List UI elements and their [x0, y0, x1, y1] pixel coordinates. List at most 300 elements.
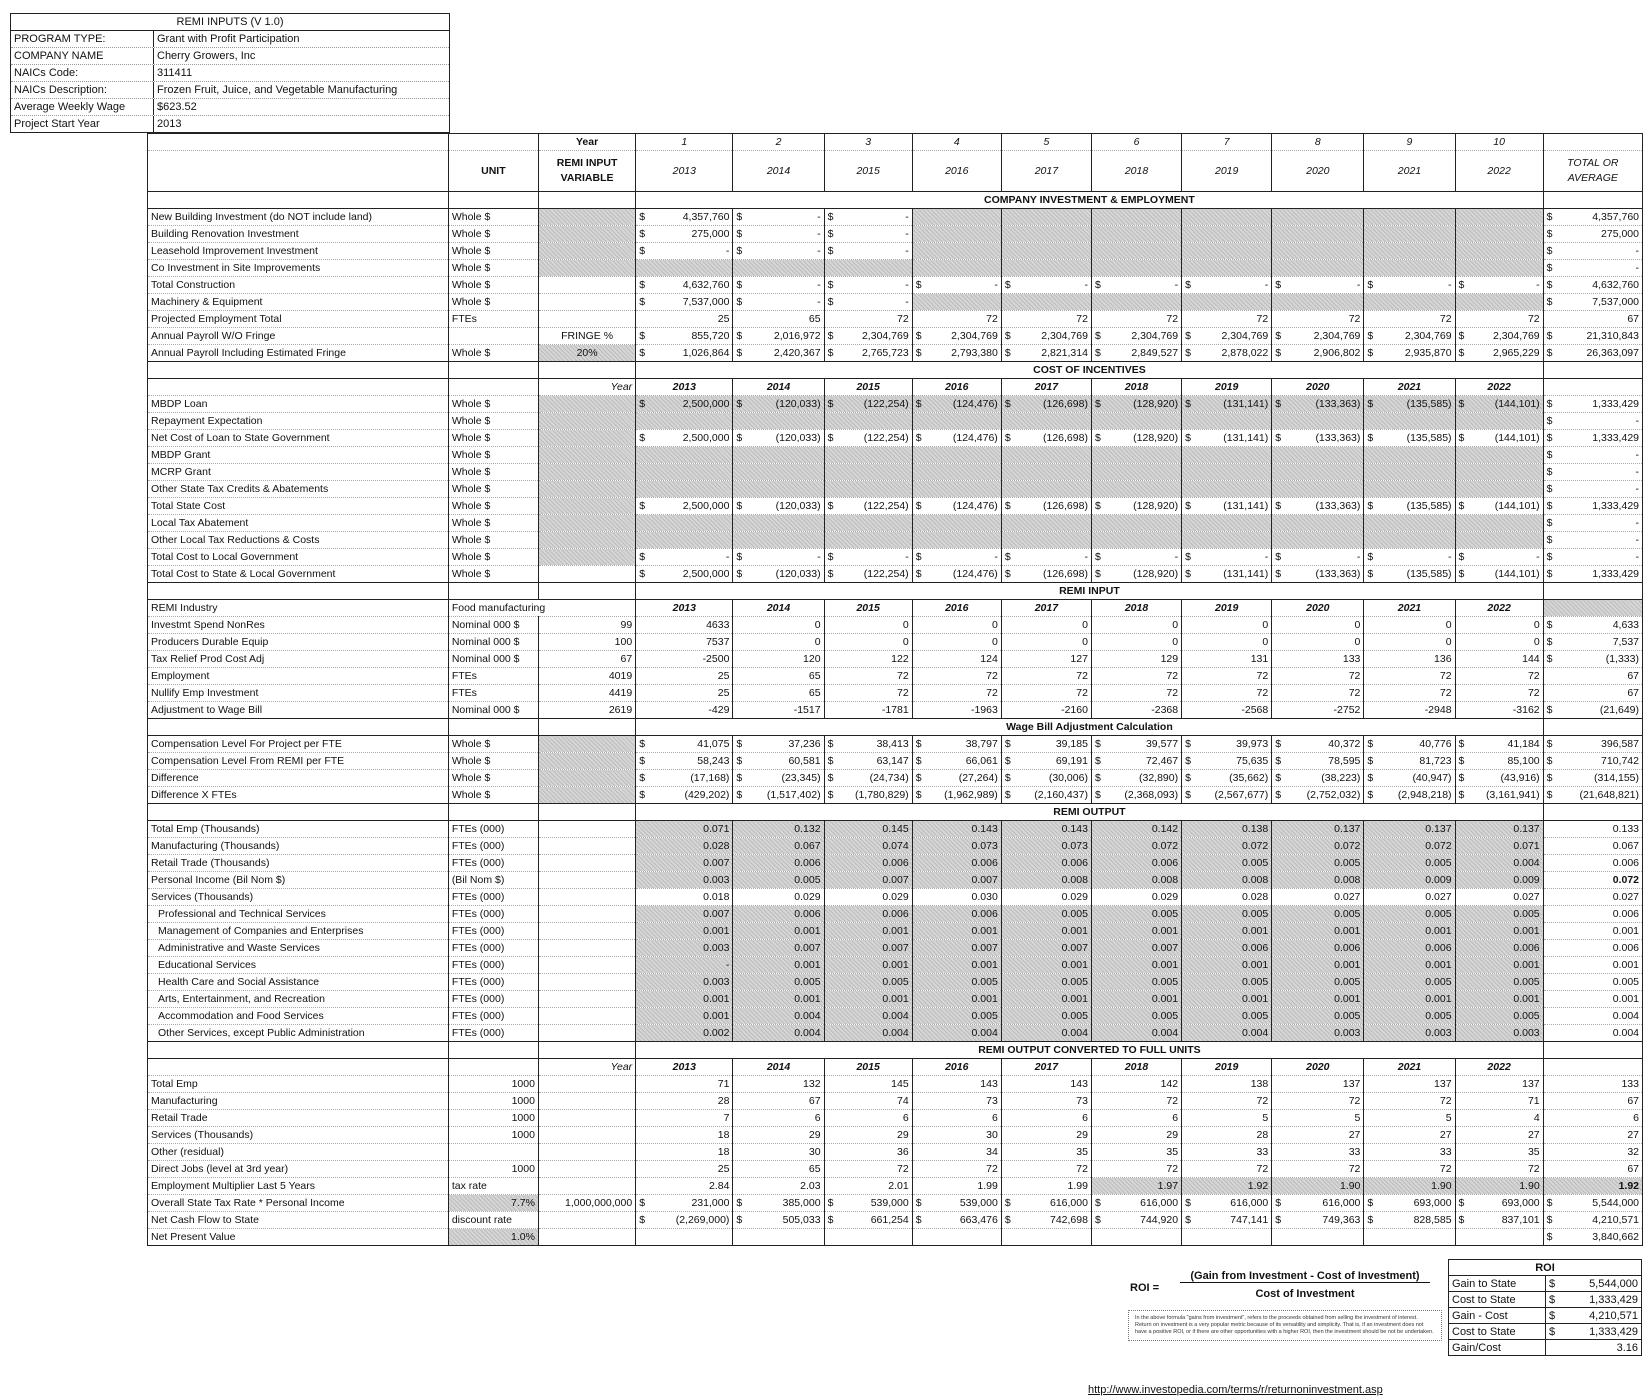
remi-variable-cell: 4019 [538, 668, 635, 685]
cell-amount: 2,304,769 [1404, 330, 1452, 342]
cell-amount: (126,698) [1043, 432, 1088, 444]
currency-sign: $ [1275, 789, 1282, 801]
remi-variable-cell: 2619 [538, 702, 635, 719]
table-row [148, 753, 1643, 770]
total-cell [1543, 294, 1642, 311]
currency-sign: $ [639, 347, 646, 359]
value-cell [1091, 753, 1181, 770]
value-cell: 0 [1455, 634, 1543, 651]
value-cell [733, 345, 824, 362]
value-cell: 0.005 [912, 1008, 1001, 1025]
table-row [148, 1144, 1643, 1161]
cell-amount: 69,191 [1055, 755, 1088, 767]
total-cell [1543, 447, 1642, 464]
cell-amount: 275,000 [691, 228, 730, 240]
currency-sign: $ [1546, 211, 1553, 223]
cell-amount: (135,585) [1406, 568, 1452, 580]
value-cell: 72 [1364, 685, 1455, 702]
value-cell: 72 [912, 311, 1001, 328]
cell-amount: - [994, 551, 998, 563]
value-cell [1364, 345, 1455, 362]
currency-sign: $ [736, 551, 743, 563]
row-label: Co Investment in Site Improvements [148, 260, 449, 277]
currency-sign: $ [1367, 738, 1374, 750]
value-cell: 0.005 [1272, 855, 1364, 872]
value-cell: 0.006 [1364, 940, 1455, 957]
cell-amount: - [1635, 449, 1639, 461]
row-unit: Nominal 000 $ [448, 702, 538, 719]
value-cell: 6 [1091, 1110, 1181, 1127]
cell-amount: 693,000 [1501, 1197, 1540, 1209]
remi-variable-cell [538, 209, 635, 226]
total-cell: 0.006 [1543, 855, 1642, 872]
value-cell [1364, 566, 1455, 583]
remi-variable-cell [538, 1025, 635, 1042]
blank-cell [538, 1042, 635, 1059]
value-cell: 0.004 [1455, 855, 1543, 872]
cell-amount: (24,734) [869, 772, 909, 784]
value-cell: 122 [824, 651, 912, 668]
currency-sign: $ [1367, 347, 1374, 359]
value-cell: 0 [1182, 617, 1272, 634]
currency-sign: $ [1275, 755, 1282, 767]
currency-sign: $ [1094, 1197, 1101, 1209]
value-cell: 0.008 [1091, 872, 1181, 889]
investopedia-link[interactable]: http://www.investopedia.com/terms/r/returnoninvestment.asp [1088, 1384, 1383, 1396]
value-cell: 0.072 [1091, 838, 1181, 855]
cell-amount: (126,698) [1043, 500, 1088, 512]
value-cell: 0.006 [824, 855, 912, 872]
cell-amount: (131,141) [1223, 568, 1269, 580]
cell-amount: 38,413 [876, 738, 909, 750]
remi-variable-cell [538, 413, 635, 430]
currency-sign: $ [1458, 568, 1465, 580]
value-cell [824, 345, 912, 362]
value-cell: 72 [1001, 311, 1091, 328]
shaded-cell [733, 447, 824, 464]
shaded-cell [1091, 464, 1181, 481]
blank-cell [448, 362, 538, 379]
row-label: Machinery & Equipment [148, 294, 449, 311]
currency-sign: $ [827, 772, 834, 784]
value-cell: 0.007 [824, 872, 912, 889]
input-row [11, 82, 449, 99]
shaded-cell [824, 260, 912, 277]
row-unit: Whole $ [448, 277, 538, 294]
value-cell: 0.001 [1455, 957, 1543, 974]
value-cell: 0.006 [733, 906, 824, 923]
year-subheader-row [148, 1059, 1643, 1076]
currency-sign: $ [827, 330, 834, 342]
value-cell: 74 [824, 1093, 912, 1110]
remi-variable-cell [538, 226, 635, 243]
value-cell [733, 1229, 824, 1246]
table-row [148, 787, 1643, 804]
shaded-cell [1272, 243, 1364, 260]
cell-amount: (1,780,829) [854, 789, 909, 801]
total-cell [1543, 549, 1642, 566]
value-cell: 0.001 [1364, 957, 1455, 974]
value-cell: 72 [912, 668, 1001, 685]
value-cell: 29 [1091, 1127, 1181, 1144]
currency-sign: $ [639, 755, 646, 767]
remi-variable-cell: FRINGE % [538, 328, 635, 345]
value-cell: 0.001 [912, 991, 1001, 1008]
value-cell [1364, 549, 1455, 566]
value-cell: 0.003 [1364, 1025, 1455, 1042]
shaded-cell [1455, 294, 1543, 311]
input-row [11, 65, 449, 82]
cell-amount: - [1356, 279, 1361, 291]
currency-sign: $ [1185, 432, 1191, 444]
currency-sign: $ [639, 568, 646, 580]
value-cell: 72 [1364, 668, 1455, 685]
value-cell: 0.027 [1455, 889, 1543, 906]
currency-sign: $ [1004, 398, 1011, 410]
shaded-cell [1001, 532, 1091, 549]
row-label: Employment [148, 668, 449, 685]
cell-amount: 275,000 [1601, 228, 1639, 240]
value-cell: 0.005 [1091, 1008, 1181, 1025]
row-label: Retail Trade [148, 1110, 449, 1127]
value-cell: 137 [1272, 1076, 1364, 1093]
value-cell [1455, 1229, 1543, 1246]
row-unit: FTEs (000) [448, 855, 538, 872]
total-cell: 0.072 [1543, 872, 1642, 889]
row-label: Other State Tax Credits & Abatements [148, 481, 449, 498]
value-cell: 72 [1364, 311, 1455, 328]
unit-header: UNIT [448, 151, 538, 192]
table-row [148, 634, 1643, 651]
cell-amount: 39,185 [1055, 738, 1088, 750]
row-label: Manufacturing (Thousands) [148, 838, 449, 855]
remi-variable-cell [538, 294, 635, 311]
input-key: PROGRAM TYPE: [11, 31, 154, 47]
row-unit: Whole $ [448, 532, 538, 549]
currency-sign: $ [1094, 279, 1101, 291]
value-cell [733, 226, 824, 243]
value-cell: 0.004 [1182, 1025, 1272, 1042]
remi-variable-cell: 1,000,000,000 [538, 1195, 635, 1212]
value-cell [1001, 566, 1091, 583]
currency-sign: $ [1094, 738, 1101, 750]
currency-sign: $ [1546, 228, 1553, 240]
total-cell: 0.001 [1543, 957, 1642, 974]
value-cell [824, 1195, 912, 1212]
shaded-cell [733, 260, 824, 277]
value-cell: 0.005 [1455, 974, 1543, 991]
row-unit: 1000 [448, 1076, 538, 1093]
row-label: REMI Industry [148, 600, 449, 617]
currency-sign: $ [915, 551, 922, 563]
value-cell: 0.001 [1272, 957, 1364, 974]
blank-cell [1543, 192, 1642, 209]
currency-sign: $ [1458, 772, 1465, 784]
shaded-cell [1364, 243, 1455, 260]
value-cell [1091, 770, 1181, 787]
shaded-cell [636, 532, 733, 549]
cell-amount: 710,742 [1601, 755, 1639, 767]
roi-label: Gain/Cost [1449, 1340, 1546, 1356]
value-cell [1001, 345, 1091, 362]
currency-sign: $ [1546, 534, 1553, 546]
value-cell: 0 [1182, 634, 1272, 651]
roi-value: 5,544,000 [1566, 1276, 1642, 1292]
blank-cell [448, 719, 538, 736]
shaded-cell [1091, 243, 1181, 260]
blank-cell [1543, 134, 1642, 151]
value-cell [824, 549, 912, 566]
value-cell: 0.006 [912, 855, 1001, 872]
table-row [148, 294, 1643, 311]
currency-sign: $ [1458, 1214, 1465, 1226]
row-unit: FTEs [448, 311, 538, 328]
currency-sign: $ [1185, 755, 1191, 767]
value-cell: 0.027 [1364, 889, 1455, 906]
value-cell: 0.001 [824, 957, 912, 974]
value-cell: 137 [1455, 1076, 1543, 1093]
section-title: COMPANY INVESTMENT & EMPLOYMENT [636, 192, 1543, 209]
shaded-cell [1272, 447, 1364, 464]
row-label: Arts, Entertainment, and Recreation [148, 991, 449, 1008]
value-cell [824, 566, 912, 583]
cell-amount: - [817, 296, 821, 308]
value-cell: -2368 [1091, 702, 1181, 719]
value-cell: 1.90 [1364, 1178, 1455, 1195]
value-cell [1091, 277, 1181, 294]
value-cell: 5 [1272, 1110, 1364, 1127]
value-cell: 18 [636, 1127, 733, 1144]
shaded-cell [1001, 413, 1091, 430]
year-cell: 2020 [1272, 1059, 1364, 1076]
year-cell: 2016 [912, 1059, 1001, 1076]
value-cell [1364, 396, 1455, 413]
value-cell: 0.001 [912, 957, 1001, 974]
cell-amount: (2,567,677) [1214, 789, 1269, 801]
remi-variable-cell [538, 1127, 635, 1144]
currency-sign: $ [1004, 738, 1011, 750]
remi-variable-cell [538, 1144, 635, 1161]
cell-amount: - [905, 245, 909, 257]
currency-sign: $ [1004, 330, 1011, 342]
row-label: Educational Services [148, 957, 449, 974]
year-number: 1 [636, 134, 733, 151]
value-cell: 0.072 [1364, 838, 1455, 855]
value-cell: 0.008 [1272, 872, 1364, 889]
row-unit: FTEs (000) [448, 957, 538, 974]
shaded-cell [1364, 226, 1455, 243]
year-number-row [148, 134, 1643, 151]
value-cell [733, 243, 824, 260]
shaded-cell [1091, 226, 1181, 243]
cell-amount: - [1536, 551, 1540, 563]
value-cell: 0.074 [824, 838, 912, 855]
cell-amount: 39,577 [1145, 738, 1179, 750]
currency-sign: $ [915, 279, 922, 291]
value-cell: 72 [1182, 668, 1272, 685]
remi-variable-cell [538, 464, 635, 481]
currency-sign: $ [1004, 279, 1011, 291]
currency-sign: $ [1546, 279, 1553, 291]
input-value: 2013 [157, 118, 182, 130]
value-cell: 72 [1182, 311, 1272, 328]
year-cell: 2019 [1182, 1059, 1272, 1076]
value-cell: 0.003 [636, 872, 733, 889]
value-cell: 0.071 [1455, 838, 1543, 855]
cell-amount: - [905, 551, 909, 563]
row-label: Health Care and Social Assistance [148, 974, 449, 991]
currency-sign: $ [1458, 1197, 1465, 1209]
cell-amount: 747,141 [1230, 1214, 1269, 1226]
value-cell: 2022 [1455, 600, 1543, 617]
cell-amount: (429,202) [684, 789, 730, 801]
cell-amount: (128,920) [1133, 568, 1179, 580]
currency-sign: $ [1546, 432, 1553, 444]
currency-sign: $ [1004, 500, 1011, 512]
currency-sign: $ [1185, 789, 1191, 801]
value-cell: 29 [1001, 1127, 1091, 1144]
value-cell: 0.003 [636, 940, 733, 957]
row-label: Compensation Level From REMI per FTE [148, 753, 449, 770]
cell-amount: (135,585) [1406, 398, 1452, 410]
currency-sign: $ [1185, 738, 1191, 750]
value-cell: 0.137 [1364, 821, 1455, 838]
value-cell [1182, 1212, 1272, 1229]
shaded-cell [1001, 243, 1091, 260]
total-cell [1543, 226, 1642, 243]
blank-cell [148, 719, 449, 736]
shaded-cell [912, 481, 1001, 498]
value-cell: 0.001 [733, 923, 824, 940]
remi-variable-cell [538, 532, 635, 549]
value-cell [636, 209, 733, 226]
value-cell: 25 [636, 668, 733, 685]
value-cell: 0.030 [912, 889, 1001, 906]
cell-amount: - [994, 279, 998, 291]
row-unit: Whole $ [448, 549, 538, 566]
year-cell: 2014 [733, 1059, 824, 1076]
currency-sign: $ [827, 551, 834, 563]
currency-sign: $ [1275, 551, 1282, 563]
cell-amount: 7,537,000 [1592, 296, 1639, 308]
value-cell [636, 770, 733, 787]
table-row [148, 974, 1643, 991]
shaded-cell [1091, 209, 1181, 226]
year-label: Year [538, 134, 635, 151]
value-cell: 0.005 [824, 974, 912, 991]
value-cell [912, 787, 1001, 804]
row-label: Total Cost to Local Government [148, 549, 449, 566]
value-cell [824, 430, 912, 447]
year-header: 2016 [912, 151, 1001, 192]
value-cell: 73 [912, 1093, 1001, 1110]
row-label: Local Tax Abatement [148, 515, 449, 532]
value-cell: 0.004 [1001, 1025, 1091, 1042]
currency-sign: $ [1546, 636, 1553, 648]
value-cell: 0.004 [824, 1025, 912, 1042]
value-cell: 0 [733, 634, 824, 651]
roi-table [1448, 1259, 1642, 1356]
value-cell: 0.029 [824, 889, 912, 906]
cell-amount: 38,797 [965, 738, 998, 750]
row-label: Administrative and Waste Services [148, 940, 449, 957]
value-cell [636, 345, 733, 362]
cell-amount: 837,101 [1501, 1214, 1540, 1226]
cell-amount: 1,333,429 [1592, 398, 1639, 410]
currency-sign: $ [1185, 1214, 1191, 1226]
total-cell [1543, 430, 1642, 447]
value-cell: 27 [1364, 1127, 1455, 1144]
row-unit: Whole $ [448, 498, 538, 515]
cell-amount: (133,363) [1315, 500, 1361, 512]
row-unit: Whole $ [448, 294, 538, 311]
currency-sign: $ [915, 568, 922, 580]
currency-sign: $ [639, 500, 646, 512]
row-unit: tax rate [448, 1178, 538, 1195]
value-cell [1455, 277, 1543, 294]
remi-variable-cell [538, 974, 635, 991]
value-cell [1001, 498, 1091, 515]
value-cell: 0.005 [1182, 906, 1272, 923]
input-value: Grant with Profit Participation [157, 33, 300, 45]
remi-main-table [147, 133, 1643, 1246]
cell-amount: (128,920) [1133, 432, 1179, 444]
shaded-cell [1182, 294, 1272, 311]
currency-sign: $ [1546, 1214, 1553, 1226]
currency-sign: $ [639, 1197, 646, 1209]
total-cell: 6 [1543, 1110, 1642, 1127]
year-header: 2019 [1182, 151, 1272, 192]
section-header-row [148, 192, 1643, 209]
value-cell: 0 [1364, 617, 1455, 634]
remi-variable-cell [538, 396, 635, 413]
year-cell: 2014 [733, 379, 824, 396]
cell-amount: - [1635, 262, 1639, 274]
currency-sign: $ [827, 211, 834, 223]
value-cell [1091, 1212, 1181, 1229]
value-cell: 0.007 [733, 940, 824, 957]
year-subheader-row [148, 379, 1643, 396]
total-cell [1543, 209, 1642, 226]
value-cell: 71 [1455, 1093, 1543, 1110]
input-key: NAICs Description: [11, 82, 154, 98]
value-cell: 0.005 [1091, 974, 1181, 991]
value-cell: 65 [733, 1161, 824, 1178]
shaded-cell [733, 532, 824, 549]
value-cell: 0.007 [912, 872, 1001, 889]
value-cell [912, 753, 1001, 770]
roi-value: 1,333,429 [1566, 1324, 1642, 1340]
value-cell: 0.027 [1272, 889, 1364, 906]
total-cell: 0.133 [1543, 821, 1642, 838]
shaded-cell [824, 515, 912, 532]
value-cell: 0.029 [733, 889, 824, 906]
remi-variable-cell [538, 940, 635, 957]
value-cell [733, 277, 824, 294]
row-label: Producers Durable Equip [148, 634, 449, 651]
value-cell: 0.006 [1001, 855, 1091, 872]
value-cell: 2015 [824, 600, 912, 617]
cell-amount: (2,368,093) [1124, 789, 1179, 801]
remi-variable-cell [538, 1178, 635, 1195]
cell-amount: 66,061 [965, 755, 998, 767]
cell-amount: - [817, 279, 821, 291]
remi-variable-cell [538, 923, 635, 940]
value-cell: 0.071 [636, 821, 733, 838]
shaded-cell [733, 413, 824, 430]
remi-variable-cell [538, 447, 635, 464]
row-unit: Whole $ [448, 736, 538, 753]
